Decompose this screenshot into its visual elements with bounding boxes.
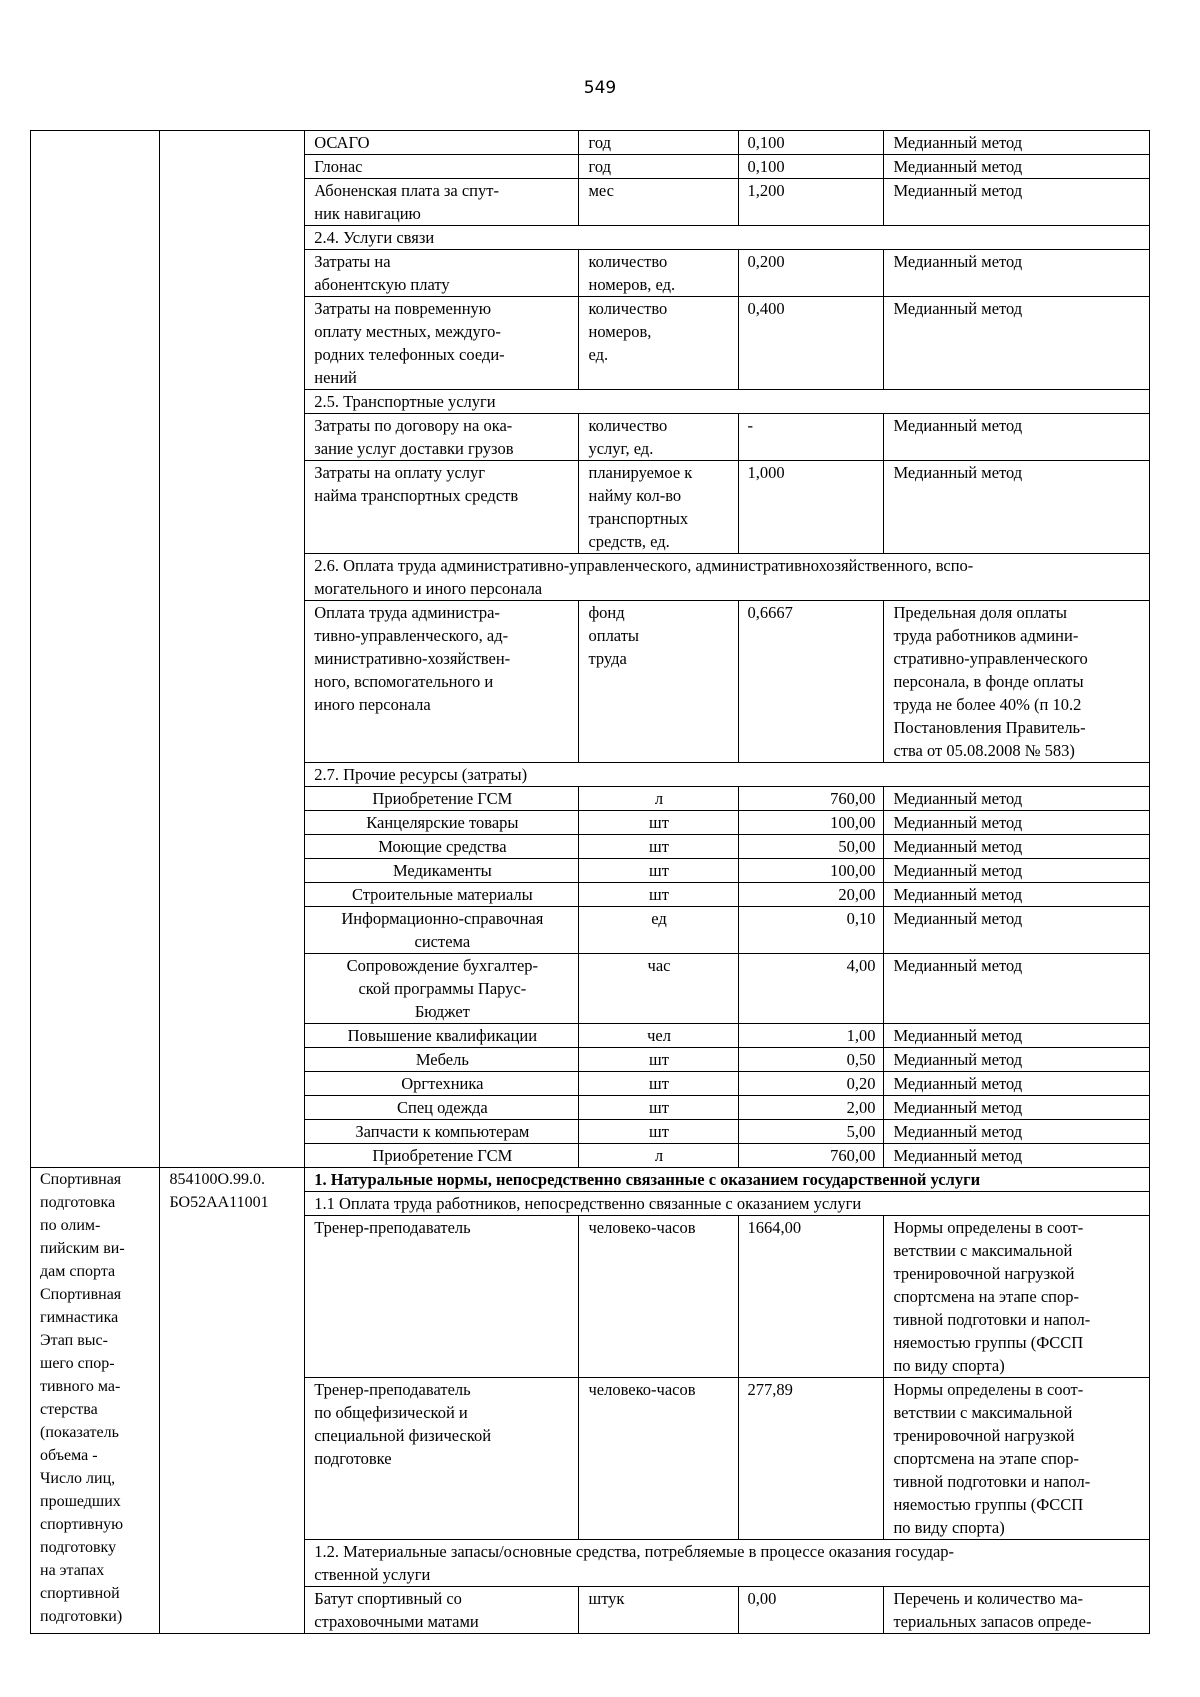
resource-value: 0,200: [738, 250, 884, 297]
resource-unit: планируемое к найму кол-во транспортных средств, ед.: [579, 461, 738, 554]
resource-unit: штук: [579, 1587, 738, 1634]
resource-unit: человеко-часов: [579, 1378, 738, 1540]
resource-value: 100,00: [738, 859, 884, 883]
resource-value: 0,10: [738, 907, 884, 954]
section-heading: 2.7. Прочие ресурсы (затраты): [305, 763, 1150, 787]
resource-method: Медианный метод: [884, 414, 1150, 461]
resource-unit: количество номеров, ед.: [579, 297, 738, 390]
resource-method: Медианный метод: [884, 1048, 1150, 1072]
resource-value: 1,200: [738, 179, 884, 226]
resource-name: Оплата труда администра- тивно-управленческого, ад- министративно-хозяйствен- ного, вспомогательного и иного персонала: [305, 601, 579, 763]
resource-unit: шт: [579, 811, 738, 835]
resource-method: Медианный метод: [884, 859, 1150, 883]
resource-method: Медианный метод: [884, 1024, 1150, 1048]
section-heading: 1.2. Материальные запасы/основные средства, потребляемые в процессе оказания государ- ственной услуги: [305, 1540, 1150, 1587]
resource-method: Медианный метод: [884, 835, 1150, 859]
section-heading: 1.1 Оплата труда работников, непосредственно связанные с оказанием услуги: [305, 1192, 1150, 1216]
resource-unit: час: [579, 954, 738, 1024]
section-heading: 2.4. Услуги связи: [305, 226, 1150, 250]
resource-name: Затраты на абонентскую плату: [305, 250, 579, 297]
resource-unit: количество номеров, ед.: [579, 250, 738, 297]
resource-name: Затраты по договору на ока- зание услуг доставки грузов: [305, 414, 579, 461]
resource-unit: человеко-часов: [579, 1216, 738, 1378]
resource-method: Медианный метод: [884, 297, 1150, 390]
resource-value: 0,100: [738, 131, 884, 155]
resource-unit: шт: [579, 883, 738, 907]
resource-value: 0,20: [738, 1072, 884, 1096]
resource-value: 50,00: [738, 835, 884, 859]
resource-name: Затраты на повременную оплату местных, междуго- родних телефонных соеди- нений: [305, 297, 579, 390]
resource-method: Медианный метод: [884, 1096, 1150, 1120]
resource-method: Предельная доля оплаты труда работников админи- стративно-управленческого персонала, в фонде оплаты труда не более 40% (п 10.2 Постановления Правитель- ства от 05.08.2008 № 583): [884, 601, 1150, 763]
resource-name: Глонас: [305, 155, 579, 179]
resource-name: Абоненская плата за спут- ник навигацию: [305, 179, 579, 226]
resource-value: 0,400: [738, 297, 884, 390]
resource-method: Перечень и количество ма- териальных запасов опреде-: [884, 1587, 1150, 1634]
resource-unit: ед: [579, 907, 738, 954]
resource-method: Медианный метод: [884, 155, 1150, 179]
resource-name: Сопровождение бухгалтер- ской программы Парус- Бюджет: [305, 954, 579, 1024]
resource-value: 760,00: [738, 1144, 884, 1168]
resource-name: Медикаменты: [305, 859, 579, 883]
resource-method: Медианный метод: [884, 1144, 1150, 1168]
service-code: 854100О.99.0. БО52АА11001: [160, 1168, 305, 1634]
service-description: Спортивная подготовка по олим- пийским ви- дам спорта Спортивная гимнастика Этап выс- шего спор- тивного ма- стерства (показатель объема - Число лиц, прошедших спортивную подготовку на этапах спортивной подготовки): [31, 1168, 160, 1634]
resource-name: Спец одежда: [305, 1096, 579, 1120]
resource-name: Оргтехника: [305, 1072, 579, 1096]
resource-method: Медианный метод: [884, 179, 1150, 226]
resource-method: Медианный метод: [884, 954, 1150, 1024]
resource-name: Затраты на оплату услуг найма транспортных средств: [305, 461, 579, 554]
resource-name: Тренер-преподаватель по общефизической и специальной физической подготовке: [305, 1378, 579, 1540]
resource-value: 100,00: [738, 811, 884, 835]
resource-method: Медианный метод: [884, 907, 1150, 954]
resource-unit: шт: [579, 1048, 738, 1072]
resource-method: Нормы определены в соот- ветствии с максимальной тренировочной нагрузкой спортсмена на этапе спор- тивной подготовки и напол- няемостью группы (ФССП по виду спорта): [884, 1216, 1150, 1378]
section-row: [31, 1168, 1150, 1192]
resource-value: -: [738, 414, 884, 461]
resource-method: Медианный метод: [884, 787, 1150, 811]
resource-name: Батут спортивный со страховочными матами: [305, 1587, 579, 1634]
resource-method: Медианный метод: [884, 883, 1150, 907]
resource-name: Повышение квалификации: [305, 1024, 579, 1048]
resource-value: 277,89: [738, 1378, 884, 1540]
resource-value: 0,00: [738, 1587, 884, 1634]
resource-name: Информационно-справочная система: [305, 907, 579, 954]
resource-value: 4,00: [738, 954, 884, 1024]
resource-unit: шт: [579, 1072, 738, 1096]
norms-table-body: [31, 131, 1150, 1634]
resource-name: Мебель: [305, 1048, 579, 1072]
resource-unit: шт: [579, 859, 738, 883]
resource-method: Медианный метод: [884, 811, 1150, 835]
resource-value: 1,000: [738, 461, 884, 554]
resource-name: Запчасти к компьютерам: [305, 1120, 579, 1144]
table-row: [31, 131, 1150, 155]
resource-unit: мес: [579, 179, 738, 226]
resource-method: Медианный метод: [884, 250, 1150, 297]
resource-unit: шт: [579, 1096, 738, 1120]
resource-value: 0,50: [738, 1048, 884, 1072]
resource-value: 20,00: [738, 883, 884, 907]
section-heading: 2.5. Транспортные услуги: [305, 390, 1150, 414]
section-heading: 2.6. Оплата труда административно-управленческого, административнохозяйственного, вспо- могательного и иного персонала: [305, 554, 1150, 601]
resource-unit: количество услуг, ед.: [579, 414, 738, 461]
service-code-cell: [160, 131, 305, 1168]
resource-unit: л: [579, 787, 738, 811]
resource-name: Строительные материалы: [305, 883, 579, 907]
section-heading: 1. Натуральные нормы, непосредственно связанные с оказанием государственной услуги: [305, 1168, 1150, 1192]
resource-name: Моющие средства: [305, 835, 579, 859]
resource-unit: шт: [579, 835, 738, 859]
resource-unit: чел: [579, 1024, 738, 1048]
resource-value: 5,00: [738, 1120, 884, 1144]
resource-unit: л: [579, 1144, 738, 1168]
norms-table: [30, 130, 1150, 1634]
service-description-cell: [31, 131, 160, 1168]
resource-unit: год: [579, 131, 738, 155]
resource-value: 0,6667: [738, 601, 884, 763]
resource-name: Канцелярские товары: [305, 811, 579, 835]
resource-name: ОСАГО: [305, 131, 579, 155]
resource-unit: год: [579, 155, 738, 179]
resource-value: 2,00: [738, 1096, 884, 1120]
resource-unit: шт: [579, 1120, 738, 1144]
resource-method: Медианный метод: [884, 1072, 1150, 1096]
resource-unit: фонд оплаты труда: [579, 601, 738, 763]
resource-name: Приобретение ГСМ: [305, 787, 579, 811]
resource-value: 1664,00: [738, 1216, 884, 1378]
resource-value: 0,100: [738, 155, 884, 179]
resource-value: 760,00: [738, 787, 884, 811]
resource-method: Медианный метод: [884, 131, 1150, 155]
resource-method: Медианный метод: [884, 461, 1150, 554]
resource-name: Тренер-преподаватель: [305, 1216, 579, 1378]
resource-method: Медианный метод: [884, 1120, 1150, 1144]
page-number: 549: [583, 78, 617, 98]
resource-method: Нормы определены в соот- ветствии с максимальной тренировочной нагрузкой спортсмена на этапе спор- тивной подготовки и напол- няемостью группы (ФССП по виду спорта): [884, 1378, 1150, 1540]
resource-value: 1,00: [738, 1024, 884, 1048]
resource-name: Приобретение ГСМ: [305, 1144, 579, 1168]
